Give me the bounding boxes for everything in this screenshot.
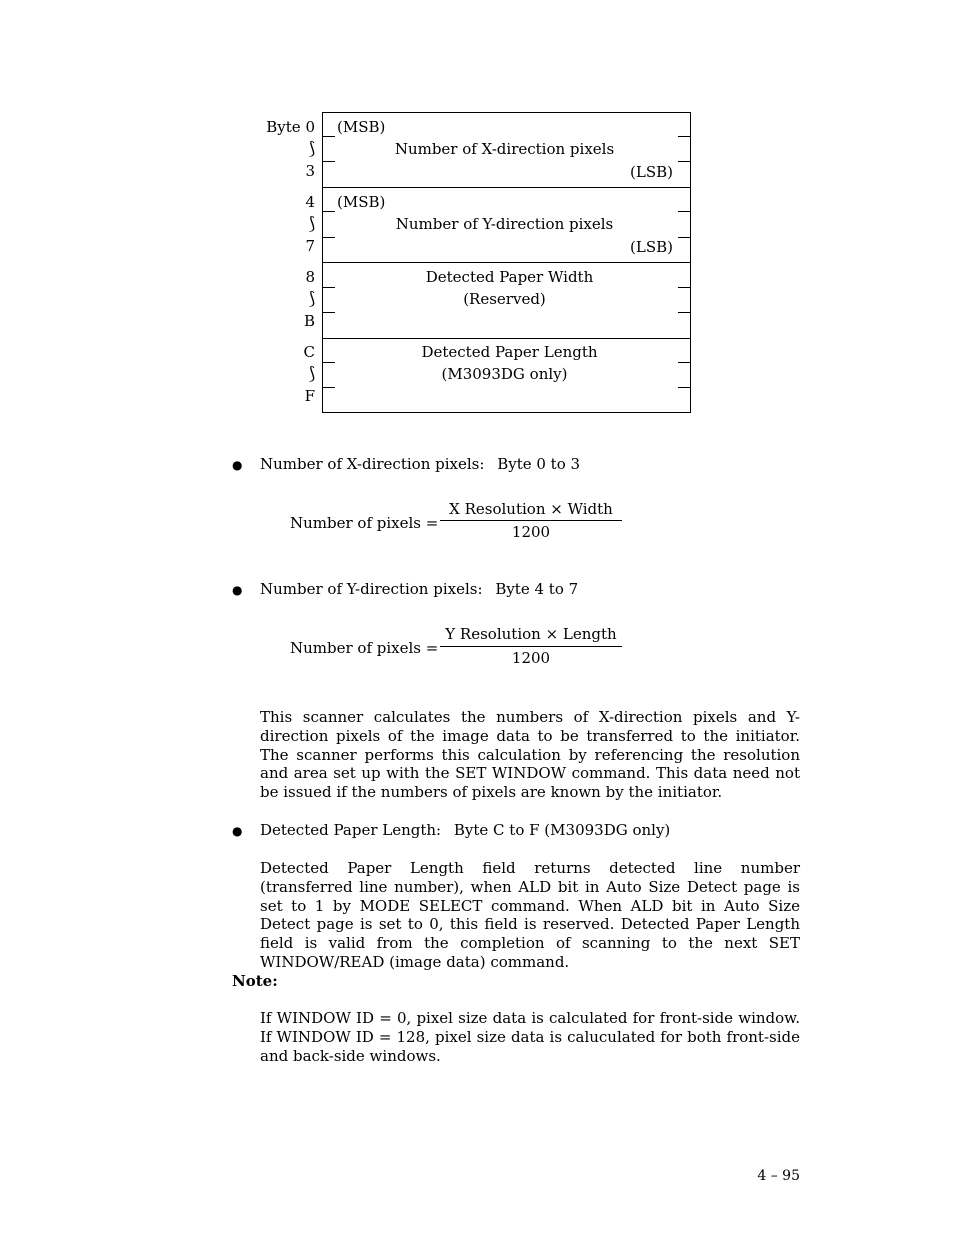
byte-range-tilde: ⟆ [308, 214, 315, 234]
byte-tick [678, 161, 691, 162]
note-heading: Note: [232, 972, 278, 990]
paper-length-heading [260, 821, 670, 839]
y-formula-denominator: 1200 [511, 649, 551, 667]
byte-label-0: Byte 0 [266, 118, 315, 136]
byte-label-8: 8 [305, 268, 315, 286]
paper-length-range: Byte C to F (M3093DG only) [453, 821, 671, 839]
x-formula-numerator: X Resolution × Width [449, 500, 613, 518]
field-y-pixels: Number of Y-direction pixels [395, 215, 614, 233]
x-formula-denominator: 1200 [511, 523, 551, 541]
byte-tick [322, 211, 335, 212]
paper-length-paragraph: Detected Paper Length field returns detected line number (transferred line number), when ALD bit in Auto Size Detect page is set to 1 by MODE SELECT command. When ALD bit in Auto Size Detect page is set to 0, this field is reserved. Detected Paper Length field is valid from the completion of scanning to the next SET WINDOW/READ (image data) command. [260, 859, 800, 971]
byte-range-tilde: ⟆ [308, 364, 315, 384]
lsb-label: (LSB) [630, 238, 673, 256]
lsb-label: (LSB) [630, 163, 673, 181]
x-pixels-heading [260, 455, 580, 473]
field-paper-length: Detected Paper Length [421, 343, 598, 361]
page-number: 4 – 95 [757, 1168, 800, 1184]
x-formula-lhs: Number of pixels = [290, 514, 439, 532]
byte-tick [322, 387, 335, 388]
msb-label: (MSB) [337, 193, 386, 211]
byte-tick [678, 387, 691, 388]
row-divider [322, 338, 691, 339]
byte-label-f: F [304, 387, 315, 405]
byte-label-3: 3 [305, 162, 315, 180]
byte-tick [322, 161, 335, 162]
y-formula-lhs: Number of pixels = [290, 639, 439, 657]
byte-label-b: B [303, 312, 315, 330]
byte-tick [322, 136, 335, 137]
byte-range-tilde: ⟆ [308, 139, 315, 159]
field-x-pixels: Number of X-direction pixels [394, 140, 615, 158]
x-formula-fraction-bar [440, 520, 622, 521]
row-divider [322, 262, 691, 263]
byte-tick [678, 287, 691, 288]
x-pixels-range: Byte 0 to 3 [497, 455, 581, 473]
byte-label-c: C [303, 343, 315, 361]
byte-tick [678, 362, 691, 363]
byte-tick [322, 312, 335, 313]
byte-tick [678, 312, 691, 313]
y-formula-numerator: Y Resolution × Length [445, 625, 617, 643]
byte-tick [322, 237, 335, 238]
byte-tick [678, 211, 691, 212]
y-pixels-range: Byte 4 to 7 [495, 580, 579, 598]
byte-tick [678, 237, 691, 238]
bullet-icon: ● [232, 458, 243, 472]
field-paper-length-note: (M3093DG only) [441, 365, 568, 383]
bullet-icon: ● [232, 824, 243, 838]
field-paper-width: Detected Paper Width [425, 268, 594, 286]
byte-tick [678, 136, 691, 137]
byte-label-7: 7 [305, 237, 315, 255]
y-pixels-label: Number of Y-direction pixels: [260, 580, 483, 598]
pixel-calculation-paragraph: This scanner calculates the numbers of X-direction pixels and Y-direction pixels of the image data to be transferred to the initiator. The scanner performs this calculation by referencing the resolution and area set up with the SET WINDOW command. This data need not be issued if the numbers of pixels are known by the initiator. [260, 708, 800, 802]
msb-label: (MSB) [337, 118, 386, 136]
x-pixels-label: Number of X-direction pixels: [260, 455, 485, 473]
y-formula-fraction-bar [440, 646, 622, 647]
field-paper-width-note: (Reserved) [463, 290, 546, 308]
bullet-icon: ● [232, 583, 243, 597]
byte-tick [322, 362, 335, 363]
note-paragraph: If WINDOW ID = 0, pixel size data is calculated for front-side window. If WINDOW ID = 128, pixel size data is caluculated for both front-side and back-side windows. [260, 1009, 800, 1065]
y-pixels-heading [260, 580, 578, 598]
byte-range-tilde: ⟆ [308, 289, 315, 309]
paper-length-label: Detected Paper Length: [260, 821, 442, 839]
row-divider [322, 187, 691, 188]
byte-tick [322, 287, 335, 288]
byte-label-4: 4 [305, 193, 315, 211]
